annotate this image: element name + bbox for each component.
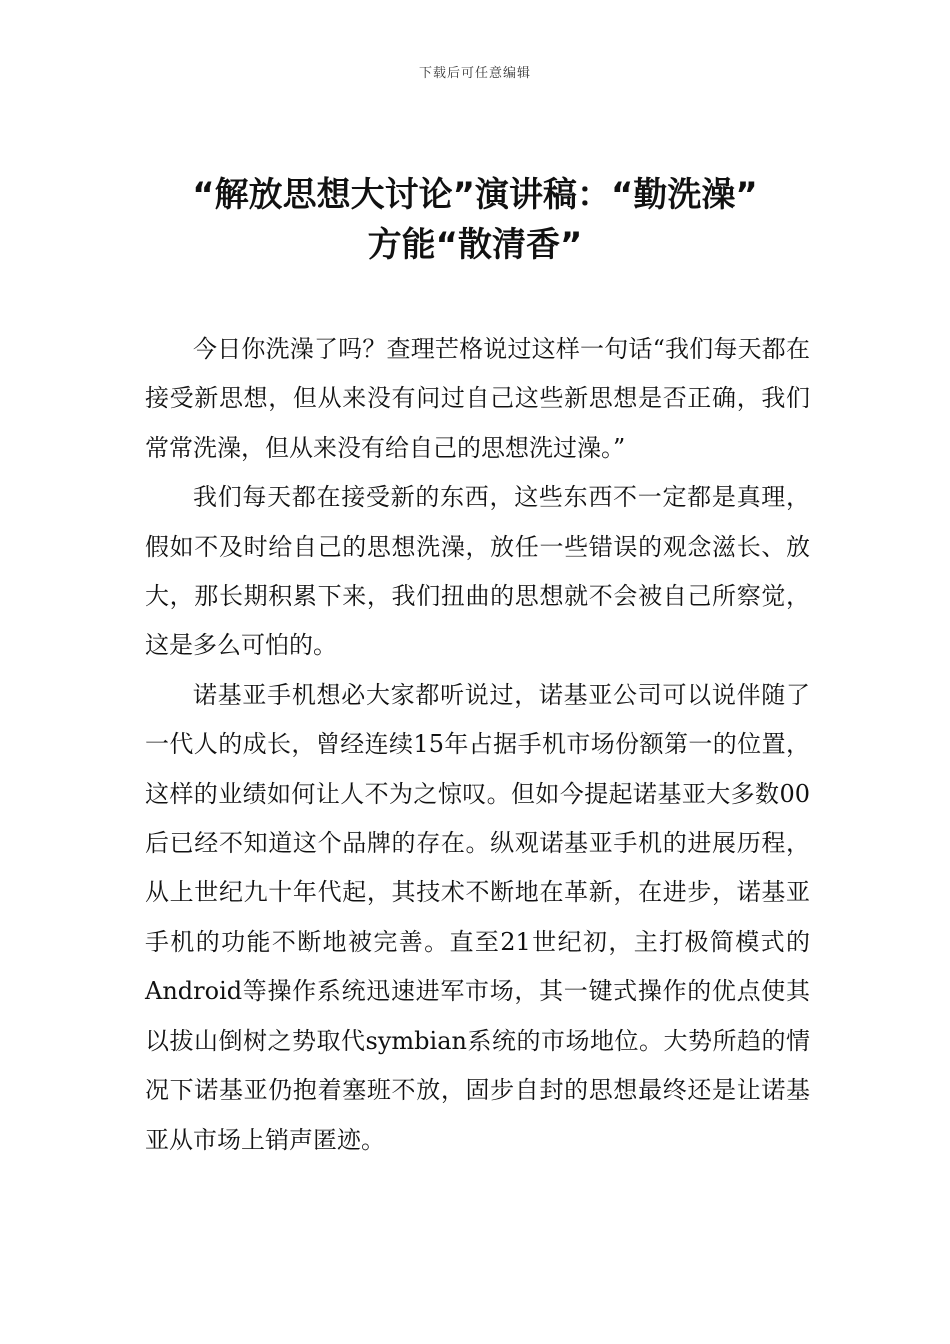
header-note: 下载后可任意编辑 <box>418 66 531 81</box>
paragraph-2: 我们每天都在接受新的东西，这些东西不一定都是真理，假如不及时给自己的思想洗澡，放任一些错误的观念滋长、放大，那长期积累下来，我们扭曲的思想就不会被自己所察觉，这是多么可怕的。 <box>145 483 810 660</box>
document-body <box>145 325 810 1165</box>
title-line-1: “解放思想大讨论”演讲稿：“勤洗澡” <box>192 175 758 215</box>
paragraph-3: 诺基亚手机想必大家都听说过，诺基亚公司可以说伴随了一代人的成长，曾经连续15年占据手机市场份额第一的位置，这样的业绩如何让人不为之惊叹。但如今提起诺基亚大多数00后已经不知道这个品牌的存在。纵观诺基亚手机的进展历程，从上世纪九十年代起，其技术不断地在革新，在进步，诺基亚手机的功能不断地被完善。直至21世纪初，主打极简模式的Android等操作系统迅速进军市场，其一键式操作的优点使其以拔山倒树之势取代symbian系统的市场地位。大势所趋的情况下诺基亚仍抱着塞班不放，固步自封的思想最终还是让诺基亚从市场上销声匿迹。 <box>145 680 810 1154</box>
title-line-2: 方能“散清香” <box>367 225 583 265</box>
paragraph-1: 今日你洗澡了吗？查理芒格说过这样一句话“我们每天都在接受新思想，但从来没有问过自己这些新思想是否正确，我们常常洗澡，但从来没有给自己的思想洗过澡。” <box>145 335 810 462</box>
document-title <box>0 170 950 270</box>
